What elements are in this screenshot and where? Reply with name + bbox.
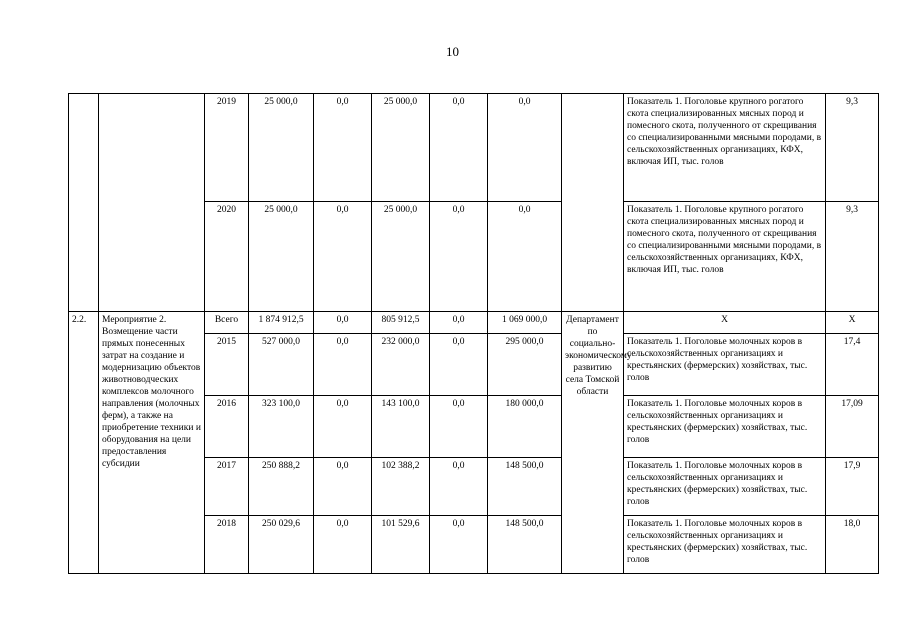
cell-value: 17,9 [826,458,879,516]
cell-total: 25 000,0 [249,94,314,202]
cell-indicator: Показатель 1. Поголовье молочных коров в сельскохозяйственных организациях и крестьянских (фермерских) хозяйствах, тыс. голов [624,458,826,516]
cell-fed: 0,0 [314,202,372,312]
cell-name [99,94,205,312]
cell-total: 1 874 912,5 [249,312,314,334]
cell-total: 250 029,6 [249,516,314,574]
cell-year: Всего [205,312,249,334]
cell-reg: 102 388,2 [372,458,430,516]
cell-loc: 0,0 [430,334,488,396]
cell-other: 1 069 000,0 [488,312,562,334]
cell-value: 18,0 [826,516,879,574]
cell-indicator: Показатель 1. Поголовье молочных коров в сельскохозяйственных организациях и крестьянских (фермерских) хозяйствах, тыс. голов [624,334,826,396]
cell-reg: 143 100,0 [372,396,430,458]
cell-indicator: Показатель 1. Поголовье крупного рогатого скота специализированных мясных пород и помесного скота, полученного от скрещивания со специализированными мясными породами, в сельскохозяйственных организациях, КФХ, включая ИП, тыс. голов [624,202,826,312]
cell-loc: 0,0 [430,94,488,202]
measure-executor: Департамент по социально-экономическому развитию села Томской области [562,312,624,574]
cell-fed: 0,0 [314,334,372,396]
cell-total: 250 888,2 [249,458,314,516]
cell-fed: 0,0 [314,516,372,574]
cell-reg: 232 000,0 [372,334,430,396]
cell-indicator: Х [624,312,826,334]
cell-num [69,94,99,312]
cell-year: 2016 [205,396,249,458]
cell-value: 9,3 [826,202,879,312]
cell-total: 527 000,0 [249,334,314,396]
cell-year: 2015 [205,334,249,396]
cell-other: 148 500,0 [488,458,562,516]
cell-fed: 0,0 [314,94,372,202]
table-row [69,312,879,334]
cell-reg: 101 529,6 [372,516,430,574]
cell-value: Х [826,312,879,334]
page-number: 10 [446,44,459,59]
cell-year: 2020 [205,202,249,312]
cell-other: 148 500,0 [488,516,562,574]
cell-total: 323 100,0 [249,396,314,458]
cell-value: 9,3 [826,94,879,202]
cell-other: 180 000,0 [488,396,562,458]
cell-indicator: Показатель 1. Поголовье молочных коров в сельскохозяйственных организациях и крестьянских (фермерских) хозяйствах, тыс. голов [624,516,826,574]
cell-reg: 25 000,0 [372,202,430,312]
cell-value: 17,4 [826,334,879,396]
measure-number: 2.2. [69,312,99,574]
cell-total: 25 000,0 [249,202,314,312]
cell-year: 2019 [205,94,249,202]
cell-indicator: Показатель 1. Поголовье молочных коров в сельскохозяйственных организациях и крестьянских (фермерских) хозяйствах, тыс. голов [624,396,826,458]
cell-reg: 25 000,0 [372,94,430,202]
cell-other: 0,0 [488,202,562,312]
cell-loc: 0,0 [430,458,488,516]
cell-indicator: Показатель 1. Поголовье крупного рогатого скота специализированных мясных пород и помесного скота, полученного от скрещивания со специализированными мясными породами, в сельскохозяйственных организациях, КФХ, включая ИП, тыс. голов [624,94,826,202]
program-table [68,93,879,574]
cell-year: 2017 [205,458,249,516]
cell-other: 295 000,0 [488,334,562,396]
cell-year: 2018 [205,516,249,574]
table-row [69,94,879,202]
cell-loc: 0,0 [430,312,488,334]
cell-executor [562,94,624,312]
cell-fed: 0,0 [314,458,372,516]
cell-loc: 0,0 [430,202,488,312]
measure-name: Мероприятие 2. Возмещение части прямых понесенных затрат на создание и модернизацию объектов животноводческих комплексов молочного направления (молочных ферм), а также на приобретение техники и оборудования на цели предоставления субсидии [99,312,205,574]
cell-loc: 0,0 [430,396,488,458]
cell-loc: 0,0 [430,516,488,574]
cell-reg: 805 912,5 [372,312,430,334]
cell-fed: 0,0 [314,396,372,458]
cell-value: 17,09 [826,396,879,458]
cell-other: 0,0 [488,94,562,202]
cell-fed: 0,0 [314,312,372,334]
